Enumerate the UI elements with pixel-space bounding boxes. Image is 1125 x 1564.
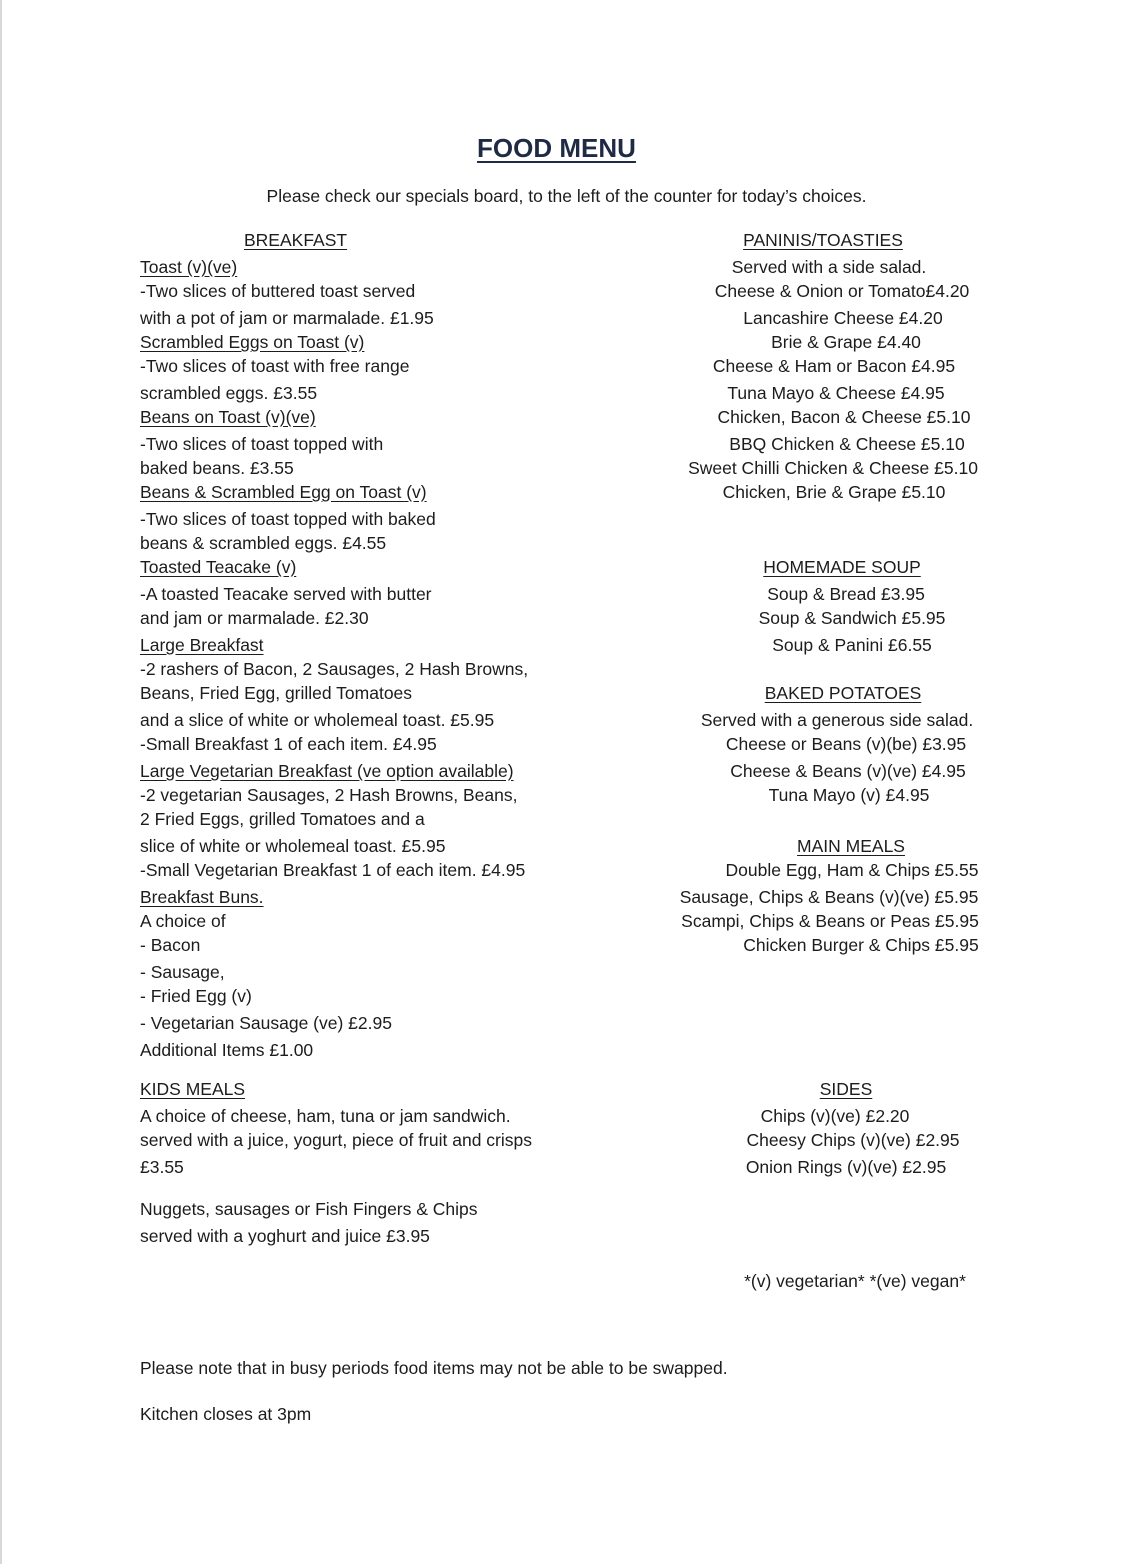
item-description: - Fried Egg (v) — [140, 986, 252, 1006]
item-description: -Two slices of toast with free range — [140, 356, 410, 376]
menu-line: Served with a generous side salad. — [700, 710, 974, 730]
menu-line: Double Egg, Ham & Chips £5.55 — [725, 860, 979, 880]
menu-line: Sausage, Chips & Beans (v)(ve) £5.95 — [679, 887, 979, 907]
item-description: -Small Vegetarian Breakfast 1 of each item. £4.95 — [140, 860, 526, 880]
sides-heading: SIDES — [819, 1079, 873, 1099]
item-description: 2 Fried Eggs, grilled Tomatoes and a — [140, 809, 425, 829]
breakfast-heading: BREAKFAST — [244, 230, 348, 250]
item-description: -Two slices of toast topped with baked — [140, 509, 436, 529]
menu-line: BBQ Chicken & Cheese £5.10 — [729, 434, 965, 454]
menu-line: Chicken, Brie & Grape £5.10 — [722, 482, 946, 502]
item-description: - Bacon — [140, 935, 201, 955]
specials-note: Please check our specials board, to the left of the counter for today’s choices. — [266, 186, 867, 206]
menu-line: Served with a side salad. — [731, 257, 927, 277]
menu-line: Soup & Sandwich £5.95 — [758, 608, 946, 628]
item-description: Additional Items £1.00 — [140, 1040, 314, 1060]
menu-line: Chicken Burger & Chips £5.95 — [743, 935, 979, 955]
item-description: -Small Breakfast 1 of each item. £4.95 — [140, 734, 437, 754]
item-description: Beans, Fried Egg, grilled Tomatoes — [140, 683, 413, 703]
item-description: £3.55 — [140, 1157, 184, 1177]
item-title: Large Breakfast — [140, 635, 264, 655]
item-description: A choice of — [140, 911, 226, 931]
kids-heading: KIDS MEALS — [140, 1079, 246, 1099]
menu-line: Soup & Bread £3.95 — [767, 584, 925, 604]
item-title: Breakfast Buns. — [140, 887, 264, 907]
menu-line: Soup & Panini £6.55 — [772, 635, 932, 655]
item-description: -A toasted Teacake served with butter — [140, 584, 432, 604]
item-description: - Vegetarian Sausage (ve) £2.95 — [140, 1013, 392, 1033]
item-description: served with a juice, yogurt, piece of fruit and crisps — [140, 1130, 532, 1150]
main-meals-heading: MAIN MEALS — [797, 836, 905, 856]
menu-line: Cheese & Onion or Tomato£4.20 — [714, 281, 970, 301]
menu-line: Scampi, Chips & Beans or Peas £5.95 — [681, 911, 979, 931]
item-title: Scrambled Eggs on Toast (v) — [140, 332, 365, 352]
menu-line: Chips (v)(ve) £2.20 — [760, 1106, 910, 1126]
item-description: scrambled eggs. £3.55 — [140, 383, 318, 403]
item-description: and jam or marmalade. £2.30 — [140, 608, 369, 628]
item-description: with a pot of jam or marmalade. £1.95 — [140, 308, 434, 328]
menu-line: Onion Rings (v)(ve) £2.95 — [745, 1157, 947, 1177]
menu-line: Tuna Mayo (v) £4.95 — [768, 785, 930, 805]
item-description: beans & scrambled eggs. £4.55 — [140, 533, 387, 553]
item-description: -2 rashers of Bacon, 2 Sausages, 2 Hash Browns, — [140, 659, 529, 679]
item-description: baked beans. £3.55 — [140, 458, 294, 478]
menu-line: Cheese or Beans (v)(be) £3.95 — [725, 734, 967, 754]
swap-note: Please note that in busy periods food items may not be able to be swapped. — [140, 1358, 728, 1378]
page-edge — [0, 0, 2, 1564]
menu-line: Cheese & Ham or Bacon £4.95 — [712, 356, 956, 376]
kitchen-hours: Kitchen closes at 3pm — [140, 1404, 312, 1424]
menu-line: Cheesy Chips (v)(ve) £2.95 — [746, 1130, 960, 1150]
item-description: Nuggets, sausages or Fish Fingers & Chips — [140, 1199, 478, 1219]
menu-line: Brie & Grape £4.40 — [771, 332, 921, 352]
item-description: and a slice of white or wholemeal toast. £5.95 — [140, 710, 495, 730]
soup-heading: HOMEMADE SOUP — [763, 557, 921, 577]
menu-line: Chicken, Bacon & Cheese £5.10 — [717, 407, 971, 427]
item-description: -Two slices of toast topped with — [140, 434, 384, 454]
paninis-heading: PANINIS/TOASTIES — [743, 230, 903, 250]
menu-line: Cheese & Beans (v)(ve) £4.95 — [730, 761, 966, 781]
item-title: Beans & Scrambled Egg on Toast (v) — [140, 482, 427, 502]
item-description: -Two slices of buttered toast served — [140, 281, 416, 301]
menu-line: Lancashire Cheese £4.20 — [743, 308, 943, 328]
item-description: served with a yoghurt and juice £3.95 — [140, 1226, 430, 1246]
dietary-legend: *(v) vegetarian* *(ve) vegan* — [744, 1271, 966, 1291]
item-description: A choice of cheese, ham, tuna or jam sandwich. — [140, 1106, 511, 1126]
menu-line: Sweet Chilli Chicken & Cheese £5.10 — [688, 458, 978, 478]
page-title: FOOD MENU — [477, 133, 636, 163]
item-description: -2 vegetarian Sausages, 2 Hash Browns, Beans, — [140, 785, 518, 805]
item-title: Toast (v)(ve) — [140, 257, 238, 277]
item-description: slice of white or wholemeal toast. £5.95 — [140, 836, 446, 856]
potatoes-heading: BAKED POTATOES — [764, 683, 922, 703]
item-title: Beans on Toast (v)(ve) — [140, 407, 316, 427]
item-title: Toasted Teacake (v) — [140, 557, 297, 577]
item-description: - Sausage, — [140, 962, 225, 982]
item-title: Large Vegetarian Breakfast (ve option available) — [140, 761, 514, 781]
menu-line: Tuna Mayo & Cheese £4.95 — [727, 383, 945, 403]
